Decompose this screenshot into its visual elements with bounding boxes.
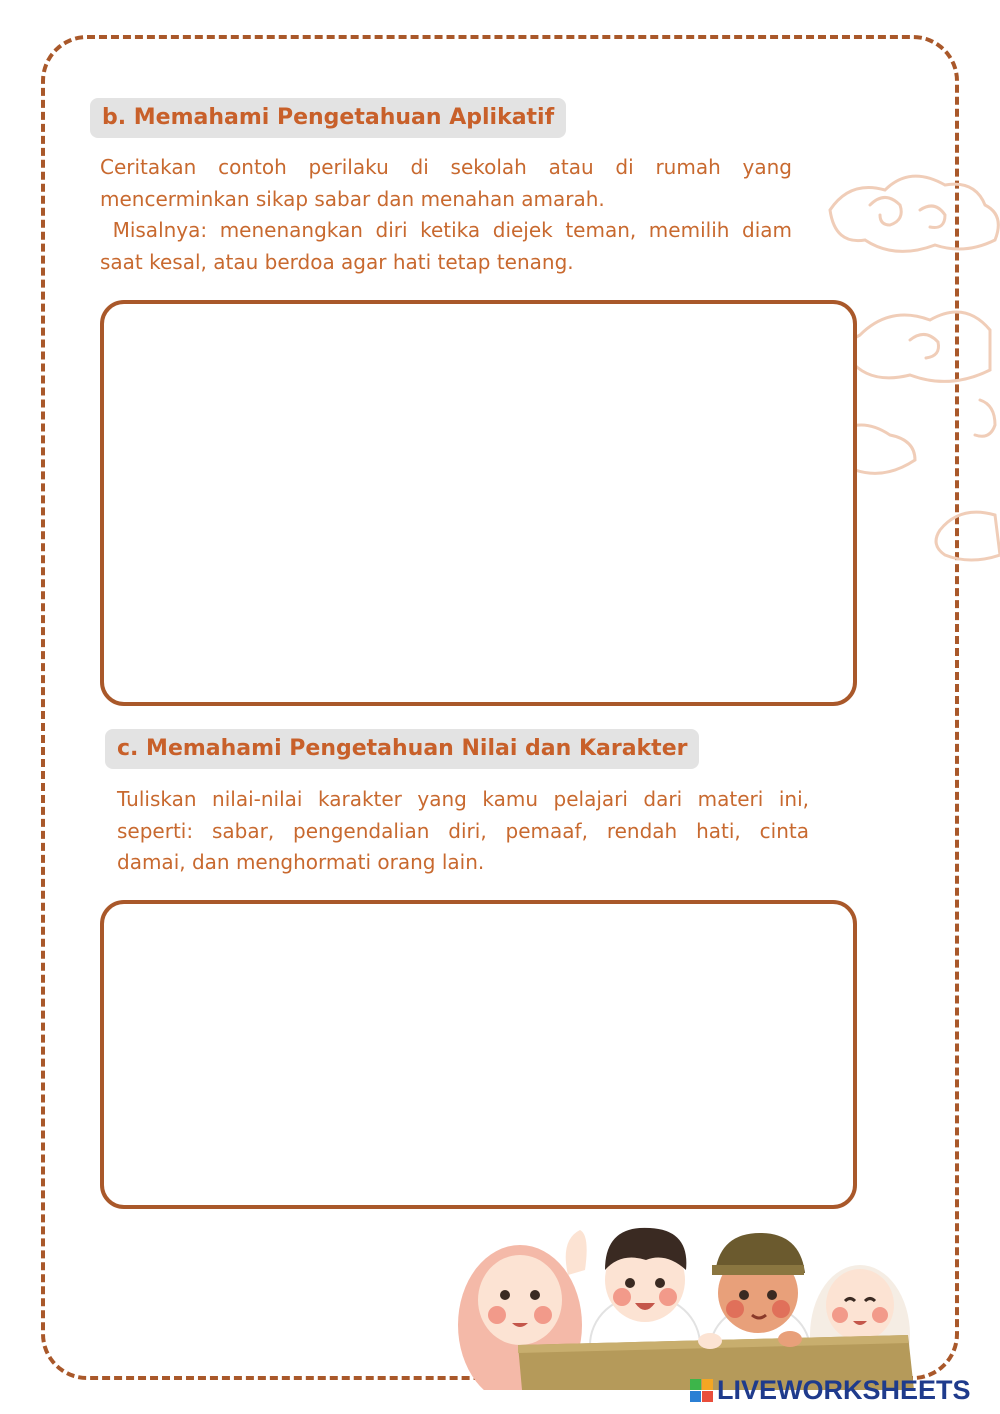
answer-box-b[interactable]: [100, 300, 857, 706]
instruction-line: Ceritakan contoh perilaku di sekolah atau di rumah yang: [100, 155, 792, 179]
section-c-title: c. Memahami Pengetahuan Nilai dan Karakter: [105, 729, 699, 769]
brand-name: LIVEWORKSHEETS: [717, 1374, 971, 1405]
section-b-instructions: [100, 152, 792, 278]
instruction-line: saat kesal, atau berdoa agar hati tetap tenang.: [100, 249, 574, 274]
section-c-instructions: [117, 784, 809, 879]
instruction-line: damai, dan menghormati orang lain.: [117, 850, 485, 874]
liveworksheets-logo-icon: [690, 1379, 713, 1402]
instruction-line: seperti: sabar, pengendalian diri, pemaaf, rendah hati, cinta: [117, 818, 809, 843]
children-illustration-icon: [450, 1215, 930, 1390]
instruction-line: Tuliskan nilai-nilai karakter yang kamu pelajari dari materi ini,: [117, 787, 809, 811]
liveworksheets-brand: [690, 1372, 971, 1408]
instruction-line: Misalnya: menenangkan diri ketika diejek teman, memilih diam: [100, 218, 792, 242]
section-b-title: b. Memahami Pengetahuan Aplikatif: [90, 98, 566, 138]
answer-box-c[interactable]: [100, 900, 857, 1209]
instruction-line: mencerminkan sikap sabar dan menahan amarah.: [100, 186, 605, 211]
